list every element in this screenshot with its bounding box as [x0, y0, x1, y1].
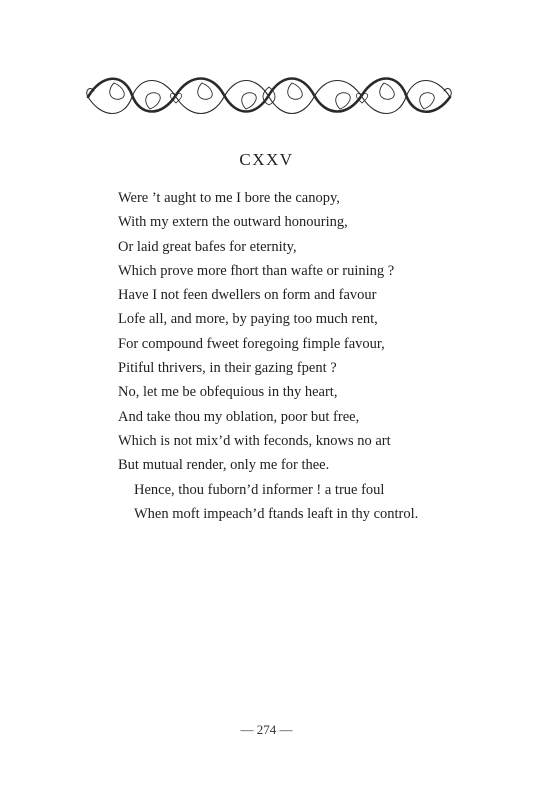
poem-line: Pitiful thrivers, in their gazing fpent ?	[118, 360, 337, 377]
poem-line: Which is not mix’d with feconds, knows no art	[118, 432, 391, 449]
couplet-line: Hence, thou fuborn’d informer ! a true foul	[134, 481, 385, 498]
poem-line: Were ’t aught to me I bore the canopy,	[118, 190, 340, 206]
couplet-line: When moft impeach’d ftands leaft in thy control.	[134, 505, 419, 522]
poem-line: Which prove more fhort than wafte or ruining ?	[118, 262, 395, 279]
sonnet-body	[118, 186, 498, 526]
poem-line: For compound fweet foregoing fimple favour,	[118, 335, 385, 352]
poem-line: Lofe all, and more, by paying too much rent,	[118, 311, 378, 328]
poem-line: With my extern the outward honouring,	[118, 214, 348, 231]
poem-line: And take thou my oblation, poor but free,	[118, 408, 360, 425]
flourish-ornament-icon	[84, 71, 454, 121]
poem-line: But mutual render, only me for thee.	[118, 457, 330, 474]
page-number: — 274 —	[240, 722, 293, 737]
poem-line: Have I not feen dwellers on form and favour	[118, 287, 377, 304]
poem-line: No, let me be obfequious in thy heart,	[118, 384, 338, 401]
sonnet-title: CXXV	[239, 150, 294, 169]
poem-line: Or laid great bafes for eternity,	[118, 238, 297, 255]
